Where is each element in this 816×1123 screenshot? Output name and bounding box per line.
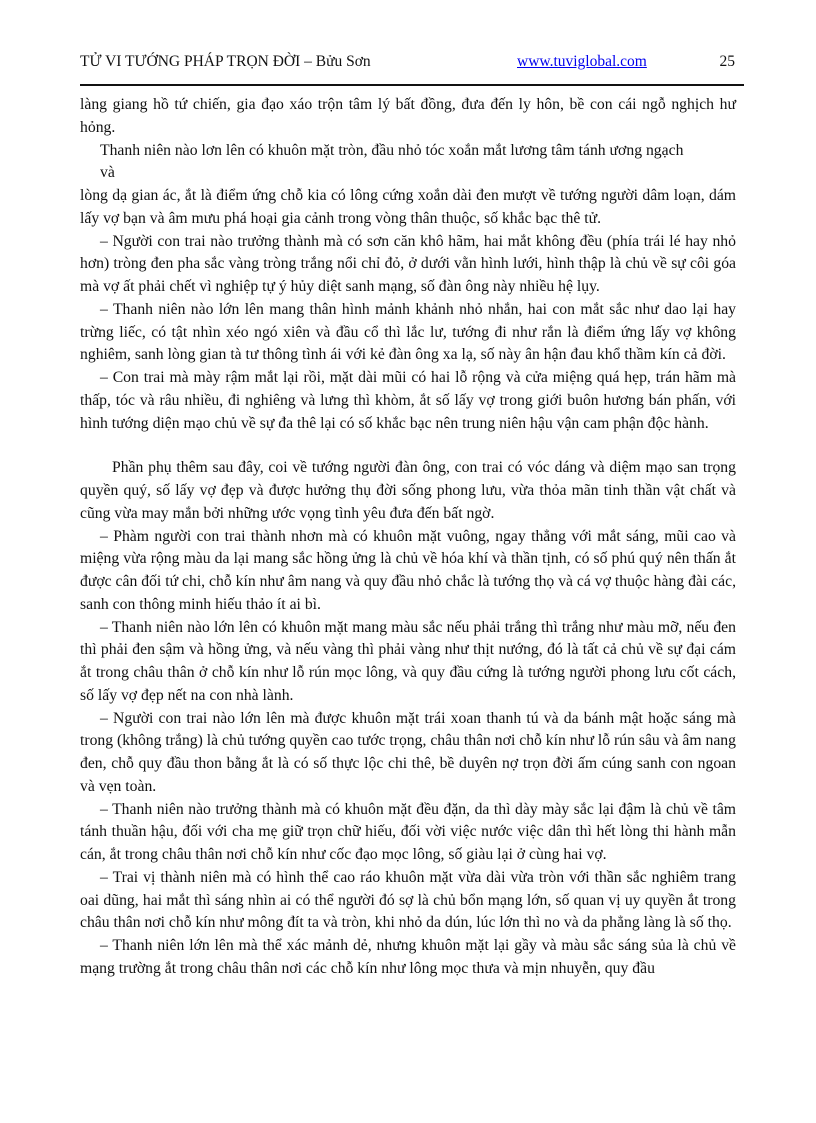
paragraph: – Phàm người con trai thành nhơn mà có khuôn mặt vuông, ngay thẳng với mắt sáng, mũi cao và miệng vừa rộng màu da lại mang sắc hồng ửng là chủ về hóa khí và thần tịnh, có số phú quý nên thấn ắt được cân đối tứ chi, chỗ kín như âm nang và quy đầu nhỏ chắc là tướng thọ và cá vợ thuộc hàng đài các, sanh con thông minh hiếu thảo ít ai bì. — [80, 527, 736, 613]
paragraph: – Con trai mà mày rậm mắt lại rồi, mặt dài mũi có hai lỗ rộng và cửa miệng quá hẹp, trán hãm mà thấp, tóc và râu nhiều, đi nghiêng và lưng thì khòm, ắt số lấy vợ trong giới buôn hương bán phấn, với hình tướng diện mạo chủ về sự đa thê lại có số khắc bạc nên trung niên hậu vận cam phận độc hành. — [80, 369, 736, 432]
paragraph-line: và — [100, 164, 115, 182]
paragraph: – Trai vị thành niên mà có hình thể cao ráo khuôn mặt vừa dài vừa tròn với thần sắc nghiêm trang oai dũng, hai mắt thì sáng nhìn ai có thể người đó sợ là chủ bổn mạng lớn, số quan vị uy quyền ắt trong châu thân nơi chỗ kín như mông đít ta và tròn, khi nhỏ da dún, lúc lớn thì no và da phẳng làng là số thọ. — [80, 868, 736, 932]
header-divider — [80, 84, 744, 86]
paragraph: – Thanh niên nào lớn lên mang thân hình mảnh khảnh nhỏ nhắn, hai con mắt sắc như dao lại hay trừng liếc, có tật nhìn xéo ngó xiên và đầu cổ thì lắc lư, tướng đi như rắn là điểm ứng lấy vợ không nghiêm, sanh lòng gian tà tư thông tình ái với kẻ đàn ông xa lạ, số này ân hận đau khổ thầm kín cả đời. — [80, 300, 736, 364]
paragraph: lòng dạ gian ác, ắt là điểm ứng chỗ kia có lông cứng xoắn dài đen mượt về tướng người dâm loạn, dám lấy vợ bạn và âm mưu phá hoại gia cảnh trong vòng thân thuộc, số khắc bạc thê tử. — [80, 187, 736, 227]
paragraph-line: Thanh niên nào lơn lên có khuôn mặt tròn, đầu nhỏ tóc xoắn mắt lương tâm tánh ương ngạch — [100, 141, 684, 159]
paragraph: – Thanh niên nào lớn lên có khuôn mặt mang màu sắc nếu phải trắng thì trắng như màu mỡ, nếu đen thì phải đen sậm và hồng ửng, và nếu vàng thì phải vàng như thịt nướng, đó là tất cả chủ về sự đại cám ắt trong châu thân ở chỗ kín như lỗ rún mọc lông, và quy đầu cứng là tướng người phong lưu cốt cách, số lấy vợ đẹp nết na con nhà lành. — [80, 618, 736, 704]
page-number: 25 — [719, 53, 735, 70]
header-title: TỬ VI TƯỚNG PHÁP TRỌN ĐỜI – Bửu Sơn — [80, 53, 371, 70]
paragraph: – Thanh niên lớn lên mà thể xác mảnh dẻ, nhưng khuôn mặt lại gầy và màu sắc sáng sủa là chủ về mạng trường ắt trong châu thân nơi các chỗ kín như lông mọc thưa và mịn nhuyễn, quy đầu — [80, 937, 736, 977]
paragraph: – Người con trai nào trưởng thành mà có sơn căn khô hãm, hai mắt không đều (phía trái lé hay nhỏ hơn) tròng đen pha sắc vàng tròng trắng nổi chỉ đỏ, ở dưới vằn hình lưới, hình thập là chủ về sự côi góa mà vợ ất phải chết vì nghiệp tự ý hủy diệt sanh mạng, số đàn ông này nhiều hệ lụy. — [80, 232, 736, 295]
paragraph: làng giang hồ tứ chiến, gia đạo xáo trộn tâm lý bất đồng, đưa đến ly hôn, bề con cái ngỗ nghịch hư hỏng. — [80, 96, 736, 136]
document-body — [80, 94, 736, 981]
paragraph: Phần phụ thêm sau đây, coi về tướng người đàn ông, con trai có vóc dáng và diệm mạo san trọng quyền quý, số lấy vợ đẹp và được hưởng thụ đời sống phong lưu, vừa thỏa mãn tinh thần vật chất và cũng vừa may mắn bởi những ước vọng tình yêu đưa đến bất ngờ. — [80, 459, 736, 522]
paragraph — [80, 140, 736, 186]
section-gap — [80, 435, 736, 457]
website-link[interactable]: www.tuviglobal.com — [517, 53, 647, 70]
paragraph: – Thanh niên nào trưởng thành mà có khuôn mặt đều đặn, da thì dày mày sắc lại đậm là chủ về tâm tánh thuần hậu, đối với cha mẹ giữ trọn chữ hiếu, đối vời việc nước việc dân thì hết lòng thi hành mẫn cán, ắt trong châu thân nơi chỗ kín như cốc đạo mọc lông, số giàu lại ở cùng hai vợ. — [80, 800, 736, 863]
paragraph: – Người con trai nào lớn lên mà được khuôn mặt trái xoan thanh tú và da bánh mật hoặc sáng mà trong (không trắng) là chủ tướng quyền cao tước trọng, châu thân nơi chỗ kín như lỗ rún sâu và âm nang đen, chỗ quy đầu thon bằng ắt là có số thực lộc chi thê, bề duyên nợ trọn đời ấm cúng sanh con ngoan và vẹn toàn. — [80, 709, 736, 795]
page-header — [80, 53, 744, 77]
